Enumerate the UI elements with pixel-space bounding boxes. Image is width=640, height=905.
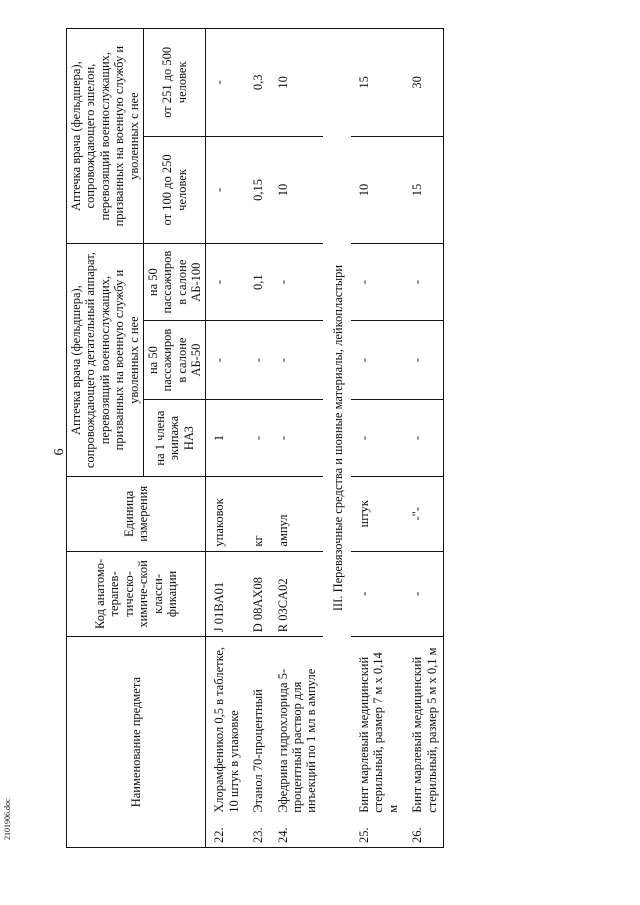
row-unit: кг [245, 476, 269, 551]
row-code: D 08AX08 [245, 551, 269, 637]
table-row [245, 29, 269, 848]
row-code: R 03CA02 [270, 551, 323, 637]
table-row [270, 29, 323, 848]
row-number: 26. [404, 817, 443, 848]
row-name: Бинт марлевый медицинский стерильный, размер 7 м х 0,14 м [351, 637, 404, 817]
row-unit: ампул [270, 476, 323, 551]
header-sub-ab100: на 50 пассажиров в салоне АБ-100 [143, 244, 206, 321]
row-value: 10 [270, 29, 323, 137]
row-value: 0,15 [245, 136, 269, 244]
row-value: - [351, 244, 404, 321]
table-container [66, 28, 596, 848]
row-value: - [404, 244, 443, 321]
page-number: 6 [52, 448, 67, 456]
section-heading: III. Перевязочные средства и шовные материалы, лейкопластыри [323, 29, 351, 848]
row-value: 10 [351, 136, 404, 244]
row-value: 10 [270, 136, 323, 244]
rotated-page [66, 28, 596, 848]
row-number: 22. [206, 817, 245, 848]
row-unit: упаковок [206, 476, 245, 551]
row-value: - [351, 400, 404, 477]
row-name: Бинт марлевый медицинский стерильный, размер 5 м х 0,1 м [404, 637, 443, 817]
row-unit: штук [351, 476, 404, 551]
header-unit: Единица измерения [67, 476, 206, 551]
row-value: - [404, 321, 443, 400]
row-value: 0,1 [245, 244, 269, 321]
header-sub-251-500: от 251 до 500 человек [143, 29, 206, 137]
row-value: - [351, 321, 404, 400]
row-value: 15 [351, 29, 404, 137]
row-value: - [206, 244, 245, 321]
row-value: - [270, 400, 323, 477]
header-row-1 [67, 29, 144, 848]
header-group-train: Аптечка врача (фельдшера), сопровождающего эшелон, перевозящий военнослужащих, призванных на военную службу и уволенных с нее [67, 29, 144, 244]
row-code: - [404, 551, 443, 637]
row-value: - [206, 29, 245, 137]
header-code: Код анатомо-терапев-тическо-химиче-ской класси-фикации [67, 551, 206, 637]
row-name: Хлорамфеникол 0,5 в таблетке, 10 штук в упаковке [206, 637, 245, 817]
row-value: 1 [206, 400, 245, 477]
header-group-aircraft: Аптечка врача (фельдшера), сопровождающего детательный аппарат, перевозящий военнослужащих, призванных на военную службу и уволенных с нее [67, 244, 144, 477]
header-sub-ab50: на 50 пассажиров в салоне АБ-50 [143, 321, 206, 400]
row-value: - [206, 136, 245, 244]
table-row [351, 29, 404, 848]
document-footer: 2101906.doc [3, 798, 12, 840]
row-value: 15 [404, 136, 443, 244]
row-number: 24. [270, 817, 323, 848]
row-value: 30 [404, 29, 443, 137]
row-name: Эфедрина гидрохлорида 5-процентный раствор для инъекций по 1 мл в ампуле [270, 637, 323, 817]
row-number: 23. [245, 817, 269, 848]
header-name: Наименование предмета [67, 637, 206, 848]
header-sub-100-250: от 100 до 250 человек [143, 136, 206, 244]
row-unit: -"- [404, 476, 443, 551]
row-name: Этанол 70-процентный [245, 637, 269, 817]
row-value: - [270, 321, 323, 400]
row-value: - [206, 321, 245, 400]
row-value: - [245, 400, 269, 477]
table-row [404, 29, 443, 848]
row-number: 25. [351, 817, 404, 848]
medicine-table [66, 28, 444, 848]
row-code: - [351, 551, 404, 637]
row-value: 0,3 [245, 29, 269, 137]
header-sub-naz: на 1 члена экипажа НАЗ [143, 400, 206, 477]
row-code: J 01BA01 [206, 551, 245, 637]
section-heading-row [323, 29, 351, 848]
row-value: - [404, 400, 443, 477]
table-row [206, 29, 245, 848]
row-value: - [270, 244, 323, 321]
row-value: - [245, 321, 269, 400]
